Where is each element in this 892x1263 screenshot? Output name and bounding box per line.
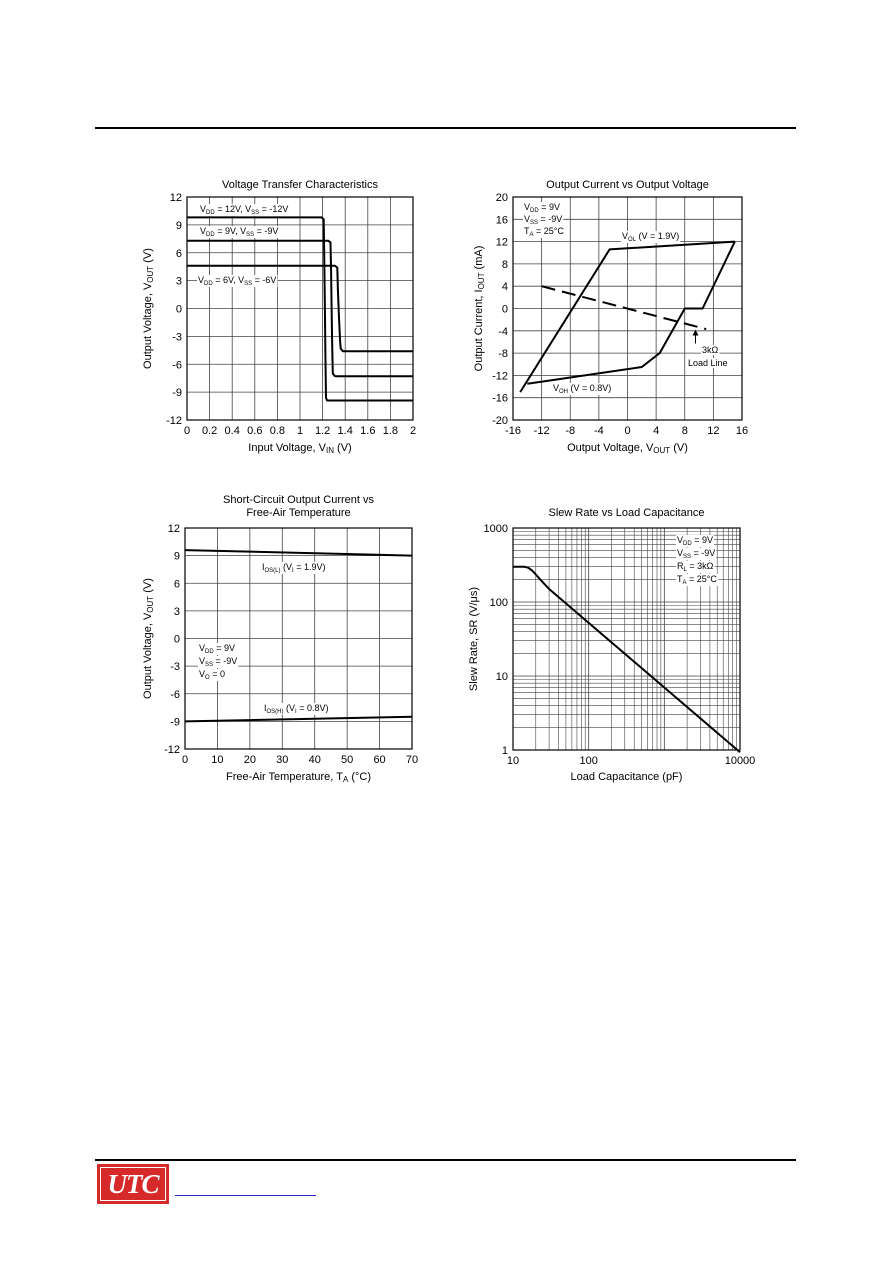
text-run: 8 (501, 258, 508, 271)
x-axis-label (226, 771, 371, 784)
y-tick-label (492, 370, 508, 382)
text-run: V (524, 202, 531, 212)
y-tick-label (172, 331, 182, 343)
text-run: Load Line (688, 358, 728, 368)
text-run: -12 (166, 415, 182, 427)
x-tick-label (410, 425, 416, 437)
text-run: 3 (175, 275, 182, 288)
text-run: 12 (495, 236, 508, 249)
chart-slew (468, 507, 755, 783)
y-tick-label (172, 359, 182, 371)
text-run: Free-Air Temperature, T (225, 771, 343, 783)
chart-title (546, 179, 709, 191)
text-run: = 3kΩ (686, 561, 714, 571)
text-run: V (622, 231, 629, 241)
y-tick-label (176, 276, 182, 288)
x-axis-label (248, 442, 351, 455)
text-run: = -9V (213, 656, 238, 666)
x-tick-label (725, 755, 756, 767)
y-tick-label (174, 634, 180, 646)
text-run: -12 (492, 370, 508, 383)
text-run: 30 (276, 754, 289, 766)
y-axis-label (468, 587, 480, 691)
y-tick-label (174, 551, 180, 563)
text-run: 1.2 (314, 425, 331, 437)
arrow-head (692, 329, 698, 335)
y-tick-label (172, 387, 182, 399)
x-tick-label (736, 425, 748, 437)
x-tick-label (707, 425, 719, 437)
y-tick-label (164, 744, 180, 756)
text-run: 0 (183, 425, 191, 437)
subscript: OUT (653, 446, 671, 455)
text-run: 16 (495, 214, 508, 227)
y-tick-label (170, 689, 180, 701)
text-run: 8 (681, 425, 688, 437)
text-run: 6 (175, 247, 182, 260)
x-tick-label (309, 754, 321, 766)
text-run: = 9V, V (214, 226, 247, 236)
chart-isc (142, 494, 418, 784)
chart-title (549, 507, 705, 519)
text-run: Output Voltage, V (142, 282, 154, 369)
text-run: = -9V (538, 214, 563, 224)
subscript: A (529, 232, 534, 238)
x-tick-label (565, 425, 575, 437)
text-run: Output Voltage, V (142, 612, 154, 699)
text-run: (V) (142, 578, 154, 596)
text-run: (V (280, 562, 293, 572)
text-run: Slew Rate, SR (V/μs) (468, 586, 480, 692)
subscript: OUT (477, 272, 486, 290)
x-tick-label (624, 425, 630, 437)
text-run: R (677, 561, 684, 571)
x-tick-label (182, 754, 188, 766)
x-axis-label (567, 442, 688, 455)
y-tick-label (484, 523, 508, 535)
y-tick-label (502, 304, 508, 316)
text-run: -3 (172, 331, 182, 344)
subscript: A (342, 775, 349, 784)
text-run: Short-Circuit Output Current vs (223, 494, 374, 506)
text-run: -4 (593, 425, 604, 437)
text-run: 70 (405, 754, 419, 766)
series-line (513, 567, 740, 753)
series-line (185, 717, 412, 722)
text-run: = -6V (252, 275, 277, 285)
y-tick-label (496, 237, 508, 249)
annotation (688, 358, 728, 368)
text-run: 1.6 (360, 425, 376, 437)
x-tick-label (315, 425, 330, 437)
text-run: = -12V (259, 204, 289, 214)
text-run: 0.2 (201, 425, 218, 437)
text-run: 0 (173, 633, 180, 646)
text-run: Slew Rate vs Load Capacitance (548, 507, 705, 519)
text-run: 9 (175, 219, 182, 232)
x-tick-label (406, 754, 418, 766)
text-run: V (198, 275, 205, 285)
text-run: (V = 1.9V) (636, 231, 680, 241)
chart-title (223, 494, 374, 506)
text-run: 1000 (483, 523, 508, 535)
y-tick-label (176, 220, 182, 232)
text-run: -8 (565, 425, 576, 437)
text-run: 4 (653, 425, 660, 437)
y-tick-label (174, 606, 180, 618)
text-run: 9 (173, 550, 180, 563)
chart-iout (473, 179, 748, 455)
x-tick-label (373, 754, 385, 766)
text-run: 12 (707, 425, 720, 437)
text-run: 3kΩ (702, 345, 719, 355)
y-tick-label (502, 259, 508, 271)
text-run: = 1.9V) (293, 562, 326, 572)
text-run: Free-Air Temperature (246, 507, 351, 519)
subscript: DD (204, 281, 213, 287)
x-tick-label (338, 425, 353, 437)
subscript: OUT (146, 595, 155, 613)
subscript: OH (559, 389, 569, 395)
subscript: OS(H) (266, 709, 284, 715)
subscript: SS (251, 210, 260, 216)
text-run: V (199, 669, 206, 679)
series-line (185, 550, 412, 556)
y-tick-label (498, 326, 508, 338)
x-tick-label (507, 755, 519, 767)
subscript: SS (244, 281, 253, 287)
text-run: (mA) (473, 245, 485, 273)
y-tick-label (166, 415, 182, 427)
y-tick-label (502, 745, 508, 757)
text-run: 100 (579, 755, 598, 767)
text-run: 0 (181, 754, 189, 766)
chart-vtc (142, 179, 416, 455)
utc-logo (97, 1164, 169, 1204)
text-run: = 25°C (686, 574, 717, 584)
annotation (702, 345, 719, 355)
text-run: 0 (624, 425, 631, 437)
y-tick-label (496, 671, 508, 683)
text-run: = 12V, V (214, 204, 252, 214)
text-run: I (262, 562, 265, 572)
text-run: 2 (409, 425, 417, 437)
y-axis-label (473, 246, 486, 372)
text-run: -4 (498, 325, 508, 338)
text-run: V (677, 548, 684, 558)
subscript: DD (206, 232, 215, 238)
text-run: 40 (308, 754, 321, 766)
text-run: Output Current, I (473, 289, 485, 372)
text-run: -9 (170, 716, 180, 729)
text-run: 50 (341, 754, 354, 766)
text-run: = 25°C (533, 226, 564, 236)
text-run: (V = 0.8V) (568, 383, 612, 393)
x-tick-label (594, 425, 604, 437)
text-run: 10000 (724, 755, 756, 767)
x-tick-label (579, 755, 597, 767)
text-run: 0.8 (269, 425, 286, 437)
y-tick-label (502, 281, 508, 293)
text-run: V (553, 383, 560, 393)
x-tick-label (534, 425, 550, 437)
text-run: = 0.8V) (296, 703, 329, 713)
x-tick-label (244, 754, 256, 766)
text-run: -9 (172, 387, 182, 400)
text-run: -3 (170, 661, 180, 674)
y-tick-label (498, 348, 508, 360)
text-run: V (677, 535, 684, 545)
text-run: 10 (495, 671, 508, 683)
subscript: I (295, 709, 297, 715)
text-run: 10 (211, 754, 224, 766)
text-run: 1.8 (382, 425, 399, 437)
x-axis-label (571, 771, 683, 783)
text-run: -20 (492, 415, 508, 427)
text-run: 3 (173, 605, 180, 618)
y-tick-label (176, 304, 182, 316)
x-tick-label (297, 425, 303, 437)
subscript: DD (206, 210, 215, 216)
series-line (542, 286, 707, 329)
text-run: Input Voltage, V (248, 442, 326, 454)
text-run: T (524, 226, 530, 236)
text-run: 12 (169, 192, 182, 204)
y-tick-label (490, 597, 508, 609)
y-tick-label (492, 415, 508, 427)
text-run: -6 (170, 688, 180, 701)
subscript: SS (246, 232, 255, 238)
text-run: = 9V (213, 643, 235, 653)
subscript: OUT (146, 265, 155, 283)
y-tick-label (496, 192, 508, 204)
text-run: -12 (164, 744, 180, 756)
subscript: DD (683, 541, 692, 547)
text-run: -16 (505, 425, 521, 437)
text-run: (V (283, 703, 296, 713)
subscript: SS (530, 220, 539, 226)
text-run: -12 (533, 425, 550, 437)
text-run: 1 (501, 745, 508, 757)
text-run: Output Current vs Output Voltage (546, 179, 709, 191)
y-tick-label (176, 248, 182, 260)
text-run: (V) (333, 442, 352, 454)
x-tick-label (202, 425, 217, 437)
text-run: (°C) (348, 771, 372, 783)
text-run: 20 (243, 754, 256, 766)
y-axis-label (142, 248, 155, 369)
x-tick-label (211, 754, 223, 766)
y-tick-label (168, 523, 180, 535)
text-run: 1.4 (337, 425, 353, 437)
text-run: (V) (670, 442, 688, 454)
subscript: OS(L) (264, 568, 281, 574)
text-run: = 9V (538, 202, 560, 212)
text-run: -16 (492, 392, 508, 405)
subscript: I (292, 568, 294, 574)
text-run: V (200, 204, 207, 214)
text-run: 10 (506, 755, 520, 767)
y-tick-label (496, 214, 508, 226)
subscript: IN (325, 446, 334, 455)
x-tick-label (184, 425, 190, 437)
text-run: 0.6 (247, 425, 263, 437)
subscript: L (683, 567, 687, 573)
text-run: 16 (735, 425, 749, 437)
text-run: = 6V, V (212, 275, 245, 285)
x-tick-label (225, 425, 240, 437)
text-run: 12 (167, 523, 180, 535)
text-run: = 0 (209, 669, 225, 679)
text-run: V (524, 214, 531, 224)
text-run: T (677, 574, 683, 584)
text-run: 4 (501, 281, 508, 294)
y-tick-label (170, 661, 180, 673)
text-run: 60 (373, 754, 386, 766)
text-run: = -9V (254, 226, 279, 236)
subscript: SS (205, 662, 214, 668)
text-run: -6 (172, 359, 182, 372)
y-tick-label (170, 716, 180, 728)
x-tick-label (653, 425, 659, 437)
x-tick-label (383, 425, 398, 437)
y-tick-label (170, 192, 182, 204)
x-tick-label (270, 425, 285, 437)
text-run: 100 (489, 597, 508, 609)
text-run: 0 (501, 303, 508, 316)
text-run: V (199, 643, 206, 653)
text-run: (V) (142, 248, 154, 266)
subscript: DD (205, 649, 214, 655)
text-run: Output Voltage, V (567, 442, 654, 454)
text-run: = 9V (691, 535, 713, 545)
x-tick-label (341, 754, 353, 766)
subscript: O (205, 675, 210, 681)
chart-title (222, 179, 378, 191)
chart-subtitle (246, 507, 350, 519)
text-run: Load Capacitance (pF) (570, 771, 683, 783)
text-run: Voltage Transfer Characteristics (222, 179, 378, 191)
text-run: = -9V (691, 548, 716, 558)
text-run: V (200, 226, 207, 236)
x-tick-label (682, 425, 688, 437)
subscript: DD (530, 208, 539, 214)
text-run: 0.4 (224, 425, 240, 437)
x-tick-label (360, 425, 375, 437)
subscript: OL (628, 237, 637, 243)
text-run: 6 (173, 578, 180, 591)
footer-link[interactable] (175, 1195, 316, 1196)
y-axis-label (142, 578, 155, 699)
text-run: I (264, 703, 267, 713)
text-run: V (199, 656, 206, 666)
utc-logo-text: UTC (100, 1167, 166, 1201)
text-run: 0 (175, 303, 182, 316)
y-tick-label (174, 578, 180, 590)
subscript: A (682, 580, 687, 586)
subscript: SS (683, 554, 692, 560)
text-run: 20 (495, 192, 508, 204)
text-run: -8 (498, 348, 508, 361)
text-run: 1 (296, 425, 304, 437)
y-tick-label (492, 393, 508, 405)
x-tick-label (247, 425, 262, 437)
x-tick-label (276, 754, 288, 766)
